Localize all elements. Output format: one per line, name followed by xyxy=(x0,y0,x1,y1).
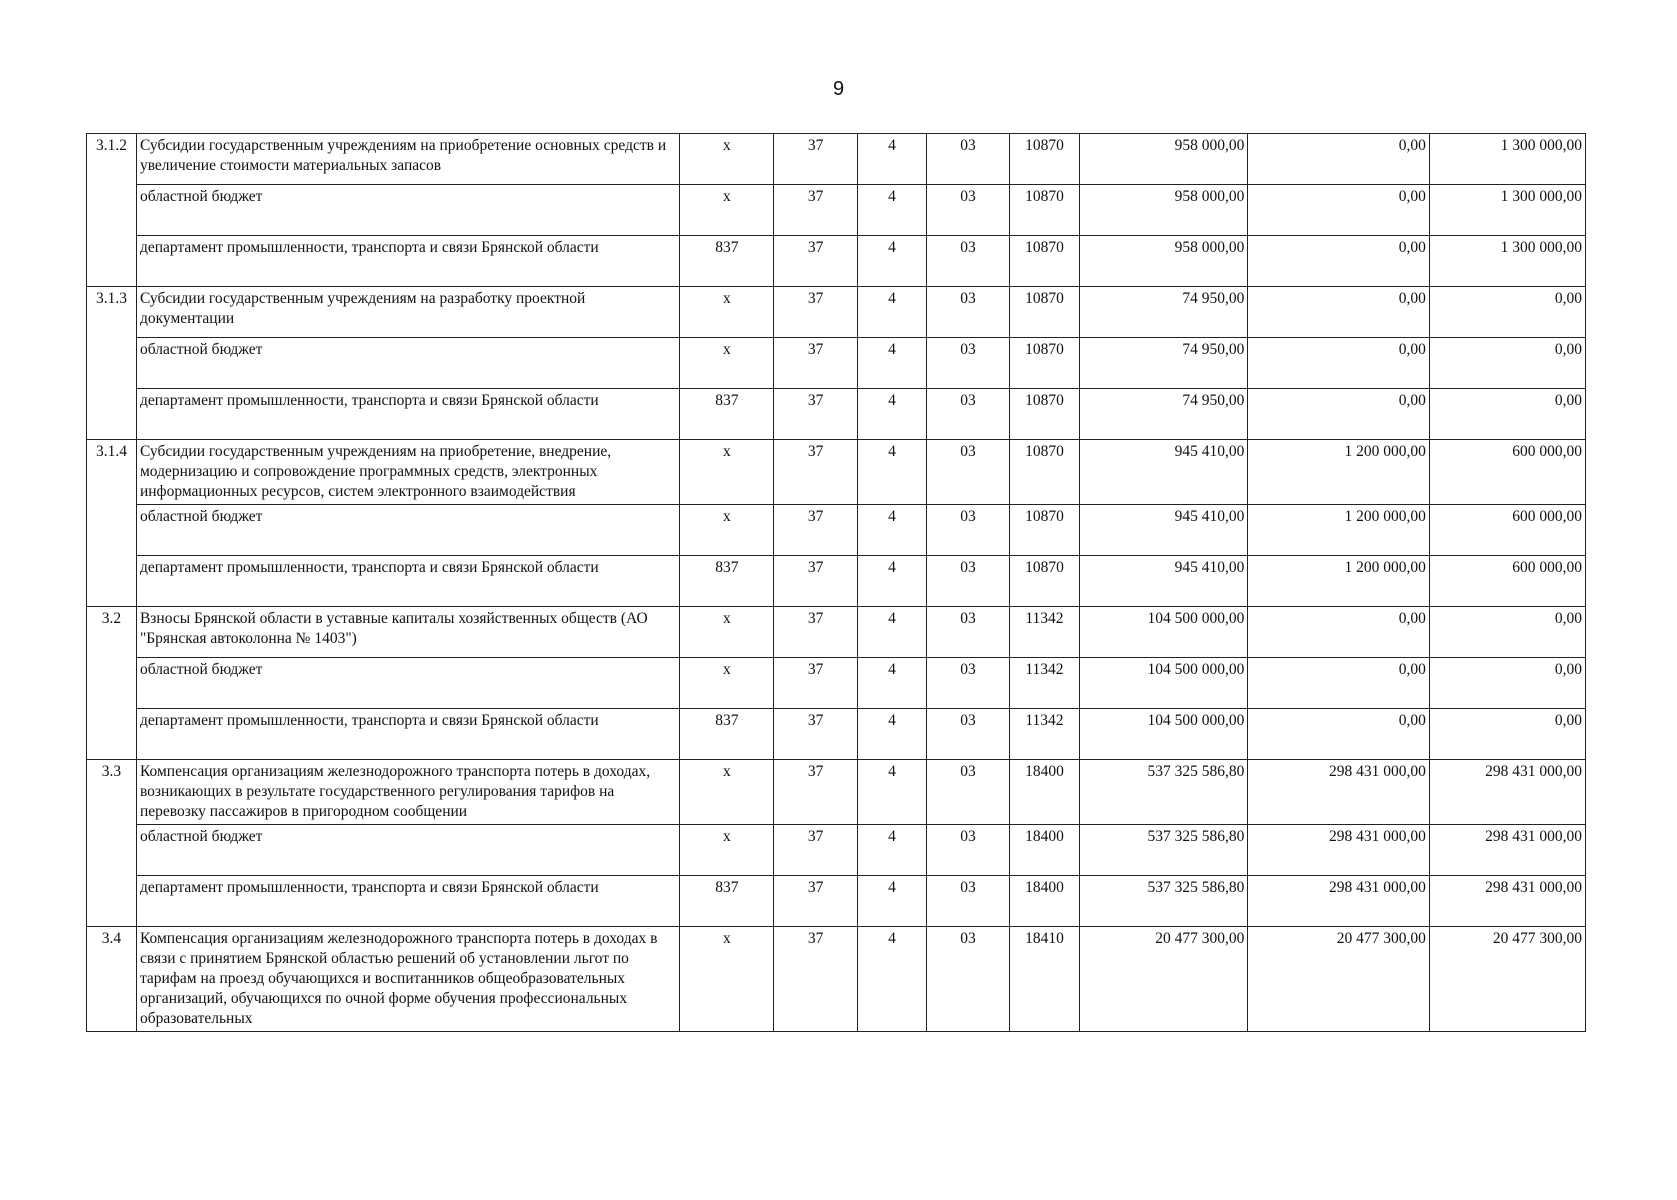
code-col-5: 10870 xyxy=(1009,556,1079,607)
amount-col-3: 600 000,00 xyxy=(1429,556,1585,607)
table-row xyxy=(87,185,1586,236)
table-row xyxy=(87,658,1586,709)
code-col-5: 10870 xyxy=(1009,389,1079,440)
code-col-4: 03 xyxy=(927,236,1010,287)
table-row xyxy=(87,440,1586,505)
code-col-5: 18400 xyxy=(1009,876,1079,927)
amount-col-1: 20 477 300,00 xyxy=(1080,927,1248,1032)
code-col-5: 18400 xyxy=(1009,825,1079,876)
row-description: департамент промышленности, транспорта и связи Брянской области xyxy=(136,709,680,760)
row-description: областной бюджет xyxy=(136,338,680,389)
amount-col-3: 298 431 000,00 xyxy=(1429,876,1585,927)
amount-col-2: 0,00 xyxy=(1248,658,1430,709)
amount-col-2: 0,00 xyxy=(1248,236,1430,287)
amount-col-2: 1 200 000,00 xyxy=(1248,505,1430,556)
amount-col-1: 945 410,00 xyxy=(1080,505,1248,556)
table-row xyxy=(87,927,1586,1032)
row-number xyxy=(87,709,137,760)
amount-col-1: 104 500 000,00 xyxy=(1080,607,1248,658)
code-col-3: 4 xyxy=(857,134,926,185)
table-row xyxy=(87,134,1586,185)
amount-col-3: 0,00 xyxy=(1429,607,1585,658)
table-row xyxy=(87,556,1586,607)
amount-col-2: 298 431 000,00 xyxy=(1248,760,1430,825)
amount-col-3: 0,00 xyxy=(1429,338,1585,389)
amount-col-1: 104 500 000,00 xyxy=(1080,658,1248,709)
code-col-5: 10870 xyxy=(1009,287,1079,338)
code-col-1: 837 xyxy=(680,556,774,607)
amount-col-3: 298 431 000,00 xyxy=(1429,760,1585,825)
code-col-4: 03 xyxy=(927,440,1010,505)
row-description: областной бюджет xyxy=(136,825,680,876)
row-number xyxy=(87,338,137,389)
code-col-2: 37 xyxy=(774,709,858,760)
code-col-2: 37 xyxy=(774,338,858,389)
code-col-1: х xyxy=(680,825,774,876)
row-number: 3.1.2 xyxy=(87,134,137,185)
code-col-4: 03 xyxy=(927,134,1010,185)
code-col-5: 10870 xyxy=(1009,185,1079,236)
code-col-3: 4 xyxy=(857,505,926,556)
amount-col-3: 1 300 000,00 xyxy=(1429,185,1585,236)
code-col-1: х xyxy=(680,440,774,505)
row-number: 3.4 xyxy=(87,927,137,1032)
row-description: Субсидии государственным учреждениям на приобретение основных средств и увеличение стоимости материальных запасов xyxy=(136,134,680,185)
table-row xyxy=(87,709,1586,760)
row-number xyxy=(87,389,137,440)
row-number xyxy=(87,185,137,236)
row-description: департамент промышленности, транспорта и связи Брянской области xyxy=(136,556,680,607)
code-col-3: 4 xyxy=(857,709,926,760)
row-description: департамент промышленности, транспорта и связи Брянской области xyxy=(136,876,680,927)
table-row xyxy=(87,389,1586,440)
code-col-4: 03 xyxy=(927,760,1010,825)
amount-col-3: 600 000,00 xyxy=(1429,505,1585,556)
code-col-3: 4 xyxy=(857,607,926,658)
amount-col-3: 298 431 000,00 xyxy=(1429,825,1585,876)
amount-col-1: 958 000,00 xyxy=(1080,185,1248,236)
code-col-1: х xyxy=(680,760,774,825)
amount-col-3: 0,00 xyxy=(1429,658,1585,709)
code-col-2: 37 xyxy=(774,440,858,505)
row-number xyxy=(87,876,137,927)
code-col-3: 4 xyxy=(857,760,926,825)
amount-col-2: 0,00 xyxy=(1248,134,1430,185)
row-number: 3.1.3 xyxy=(87,287,137,338)
code-col-5: 10870 xyxy=(1009,338,1079,389)
amount-col-3: 1 300 000,00 xyxy=(1429,134,1585,185)
code-col-2: 37 xyxy=(774,134,858,185)
amount-col-1: 537 325 586,80 xyxy=(1080,760,1248,825)
amount-col-1: 74 950,00 xyxy=(1080,389,1248,440)
code-col-3: 4 xyxy=(857,876,926,927)
code-col-5: 10870 xyxy=(1009,505,1079,556)
row-description: Взносы Брянской области в уставные капиталы хозяйственных обществ (АО "Брянская автоколонна № 1403") xyxy=(136,607,680,658)
code-col-4: 03 xyxy=(927,709,1010,760)
code-col-2: 37 xyxy=(774,236,858,287)
code-col-1: 837 xyxy=(680,389,774,440)
row-number xyxy=(87,825,137,876)
code-col-3: 4 xyxy=(857,556,926,607)
code-col-1: 837 xyxy=(680,236,774,287)
row-number: 3.3 xyxy=(87,760,137,825)
code-col-3: 4 xyxy=(857,658,926,709)
code-col-1: х xyxy=(680,505,774,556)
code-col-5: 11342 xyxy=(1009,607,1079,658)
amount-col-2: 0,00 xyxy=(1248,338,1430,389)
code-col-4: 03 xyxy=(927,505,1010,556)
code-col-5: 10870 xyxy=(1009,440,1079,505)
table-row xyxy=(87,760,1586,825)
amount-col-2: 0,00 xyxy=(1248,287,1430,338)
row-number: 3.2 xyxy=(87,607,137,658)
amount-col-3: 600 000,00 xyxy=(1429,440,1585,505)
code-col-3: 4 xyxy=(857,389,926,440)
amount-col-1: 945 410,00 xyxy=(1080,440,1248,505)
row-description: Субсидии государственным учреждениям на приобретение, внедрение, модернизацию и сопровождение программных средств, электронных информационных ресурсов, систем электронного взаимодействия xyxy=(136,440,680,505)
amount-col-3: 0,00 xyxy=(1429,287,1585,338)
code-col-4: 03 xyxy=(927,338,1010,389)
code-col-1: х xyxy=(680,287,774,338)
amount-col-2: 0,00 xyxy=(1248,709,1430,760)
amount-col-1: 958 000,00 xyxy=(1080,236,1248,287)
code-col-1: х xyxy=(680,658,774,709)
code-col-4: 03 xyxy=(927,927,1010,1032)
code-col-4: 03 xyxy=(927,389,1010,440)
amount-col-1: 74 950,00 xyxy=(1080,287,1248,338)
amount-col-1: 945 410,00 xyxy=(1080,556,1248,607)
budget-table xyxy=(86,133,1586,1032)
amount-col-2: 298 431 000,00 xyxy=(1248,876,1430,927)
amount-col-3: 0,00 xyxy=(1429,389,1585,440)
code-col-5: 11342 xyxy=(1009,658,1079,709)
code-col-1: 837 xyxy=(680,876,774,927)
row-description: областной бюджет xyxy=(136,185,680,236)
amount-col-3: 0,00 xyxy=(1429,709,1585,760)
code-col-2: 37 xyxy=(774,607,858,658)
row-description: департамент промышленности, транспорта и связи Брянской области xyxy=(136,236,680,287)
code-col-4: 03 xyxy=(927,876,1010,927)
code-col-4: 03 xyxy=(927,287,1010,338)
code-col-1: 837 xyxy=(680,709,774,760)
row-number xyxy=(87,236,137,287)
code-col-2: 37 xyxy=(774,287,858,338)
code-col-5: 18400 xyxy=(1009,760,1079,825)
code-col-1: х xyxy=(680,607,774,658)
code-col-2: 37 xyxy=(774,556,858,607)
amount-col-1: 104 500 000,00 xyxy=(1080,709,1248,760)
row-description: областной бюджет xyxy=(136,658,680,709)
row-description: Компенсация организациям железнодорожного транспорта потерь в доходах, возникающих в результате государственного регулирования тарифов на перевозку пассажиров в пригородном сообщении xyxy=(136,760,680,825)
code-col-3: 4 xyxy=(857,185,926,236)
code-col-2: 37 xyxy=(774,389,858,440)
amount-col-3: 1 300 000,00 xyxy=(1429,236,1585,287)
code-col-1: х xyxy=(680,338,774,389)
row-description: Компенсация организациям железнодорожного транспорта потерь в доходах в связи с принятием Брянской областью решений об установлении льгот по тарифам на проезд обучающихся и воспитанников общеобразовательных организаций, обучающихся по очной форме обучения профессиональных образовательных xyxy=(136,927,680,1032)
table-row xyxy=(87,236,1586,287)
amount-col-2: 298 431 000,00 xyxy=(1248,825,1430,876)
code-col-5: 10870 xyxy=(1009,236,1079,287)
amount-col-2: 1 200 000,00 xyxy=(1248,440,1430,505)
amount-col-1: 958 000,00 xyxy=(1080,134,1248,185)
amount-col-2: 0,00 xyxy=(1248,607,1430,658)
table-body xyxy=(87,134,1586,1032)
row-description: департамент промышленности, транспорта и связи Брянской области xyxy=(136,389,680,440)
page-number: 9 xyxy=(832,78,845,100)
row-number: 3.1.4 xyxy=(87,440,137,505)
code-col-4: 03 xyxy=(927,607,1010,658)
table-row xyxy=(87,825,1586,876)
code-col-4: 03 xyxy=(927,825,1010,876)
amount-col-1: 537 325 586,80 xyxy=(1080,876,1248,927)
code-col-3: 4 xyxy=(857,287,926,338)
code-col-1: х xyxy=(680,927,774,1032)
code-col-3: 4 xyxy=(857,825,926,876)
code-col-3: 4 xyxy=(857,338,926,389)
amount-col-3: 20 477 300,00 xyxy=(1429,927,1585,1032)
table-row xyxy=(87,338,1586,389)
code-col-2: 37 xyxy=(774,760,858,825)
code-col-2: 37 xyxy=(774,505,858,556)
code-col-4: 03 xyxy=(927,556,1010,607)
row-number xyxy=(87,505,137,556)
row-number xyxy=(87,658,137,709)
row-description: областной бюджет xyxy=(136,505,680,556)
code-col-4: 03 xyxy=(927,658,1010,709)
code-col-3: 4 xyxy=(857,927,926,1032)
amount-col-2: 20 477 300,00 xyxy=(1248,927,1430,1032)
code-col-4: 03 xyxy=(927,185,1010,236)
amount-col-1: 74 950,00 xyxy=(1080,338,1248,389)
code-col-2: 37 xyxy=(774,825,858,876)
row-number xyxy=(87,556,137,607)
code-col-5: 18410 xyxy=(1009,927,1079,1032)
code-col-1: х xyxy=(680,134,774,185)
code-col-5: 11342 xyxy=(1009,709,1079,760)
table-row xyxy=(87,876,1586,927)
code-col-5: 10870 xyxy=(1009,134,1079,185)
code-col-2: 37 xyxy=(774,876,858,927)
amount-col-2: 0,00 xyxy=(1248,389,1430,440)
code-col-2: 37 xyxy=(774,927,858,1032)
code-col-3: 4 xyxy=(857,440,926,505)
code-col-2: 37 xyxy=(774,185,858,236)
code-col-2: 37 xyxy=(774,658,858,709)
amount-col-2: 0,00 xyxy=(1248,185,1430,236)
code-col-1: х xyxy=(680,185,774,236)
amount-col-2: 1 200 000,00 xyxy=(1248,556,1430,607)
amount-col-1: 537 325 586,80 xyxy=(1080,825,1248,876)
row-description: Субсидии государственным учреждениям на разработку проектной документации xyxy=(136,287,680,338)
code-col-3: 4 xyxy=(857,236,926,287)
table-row xyxy=(87,607,1586,658)
table-row xyxy=(87,287,1586,338)
table-row xyxy=(87,505,1586,556)
